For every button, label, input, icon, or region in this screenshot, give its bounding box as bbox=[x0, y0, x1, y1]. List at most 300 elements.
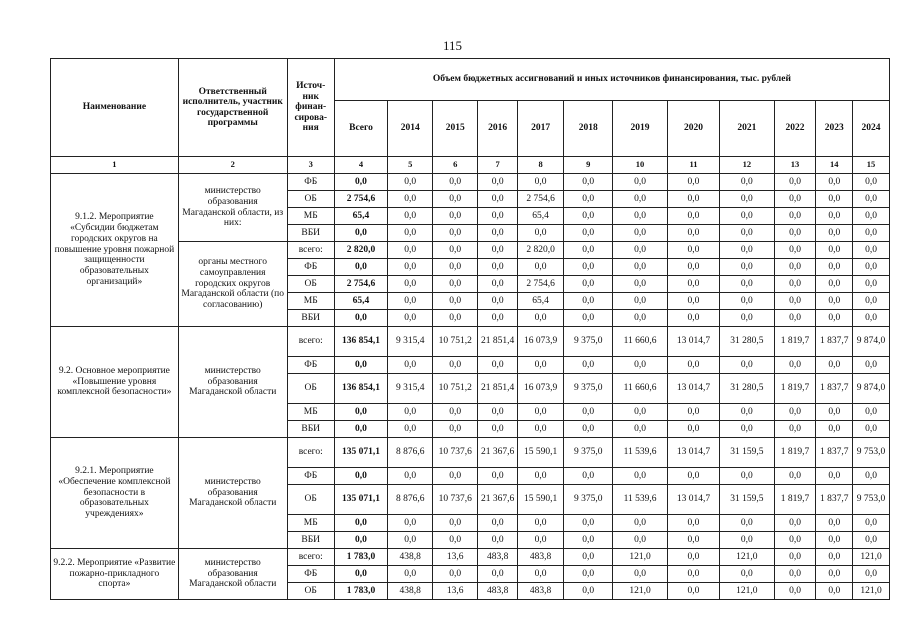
year-value: 0,0 bbox=[564, 310, 613, 327]
year-value: 0,0 bbox=[478, 208, 518, 225]
total-value: 2 754,6 bbox=[334, 191, 387, 208]
table-row bbox=[51, 438, 890, 468]
year-value: 0,0 bbox=[720, 532, 774, 549]
year-value: 11 539,6 bbox=[613, 438, 667, 468]
responsible-executor: министерство образования Магаданской области, из них: bbox=[178, 174, 287, 242]
column-number: 7 bbox=[478, 157, 518, 174]
year-value: 0,0 bbox=[478, 276, 518, 293]
year-value: 0,0 bbox=[720, 310, 774, 327]
year-value: 0,0 bbox=[816, 259, 853, 276]
header-total: Всего bbox=[334, 101, 387, 157]
year-value: 0,0 bbox=[564, 242, 613, 259]
year-value: 0,0 bbox=[720, 566, 774, 583]
year-value: 31 159,5 bbox=[720, 485, 774, 515]
year-value: 0,0 bbox=[564, 583, 613, 600]
year-value: 31 159,5 bbox=[720, 438, 774, 468]
year-value: 483,8 bbox=[518, 549, 564, 566]
year-value: 13,6 bbox=[433, 549, 478, 566]
header-year: 2023 bbox=[816, 101, 853, 157]
responsible-executor: министерство образования Магаданской области bbox=[178, 549, 287, 600]
year-value: 16 073,9 bbox=[518, 374, 564, 404]
year-value: 0,0 bbox=[667, 515, 719, 532]
header-year: 2020 bbox=[667, 101, 719, 157]
measure-name: 9.2.2. Мероприятие «Развитие пожарно-прикладного спорта» bbox=[51, 549, 179, 600]
year-value: 9 375,0 bbox=[564, 327, 613, 357]
year-value: 9 874,0 bbox=[853, 374, 890, 404]
year-value: 0,0 bbox=[518, 404, 564, 421]
year-value: 0,0 bbox=[564, 276, 613, 293]
year-value: 0,0 bbox=[388, 515, 433, 532]
header-responsible: Ответственный исполнитель, участник государственной программы bbox=[178, 59, 287, 157]
year-value: 0,0 bbox=[853, 242, 890, 259]
year-value: 1 837,7 bbox=[816, 327, 853, 357]
funding-source: ФБ bbox=[287, 566, 334, 583]
year-value: 1 819,7 bbox=[774, 438, 816, 468]
year-value: 0,0 bbox=[564, 515, 613, 532]
year-value: 0,0 bbox=[853, 468, 890, 485]
year-value: 0,0 bbox=[613, 174, 667, 191]
year-value: 0,0 bbox=[388, 276, 433, 293]
year-value: 0,0 bbox=[720, 242, 774, 259]
year-value: 0,0 bbox=[774, 259, 816, 276]
table-row bbox=[51, 174, 890, 191]
year-value: 11 539,6 bbox=[613, 485, 667, 515]
year-value: 0,0 bbox=[564, 421, 613, 438]
year-value: 0,0 bbox=[564, 225, 613, 242]
column-number: 14 bbox=[816, 157, 853, 174]
header-name: Наименование bbox=[51, 59, 179, 157]
year-value: 0,0 bbox=[478, 242, 518, 259]
total-value: 0,0 bbox=[334, 468, 387, 485]
year-value: 0,0 bbox=[720, 191, 774, 208]
funding-source: ФБ bbox=[287, 468, 334, 485]
year-value: 0,0 bbox=[518, 310, 564, 327]
year-value: 0,0 bbox=[774, 293, 816, 310]
year-value: 0,0 bbox=[518, 225, 564, 242]
year-value: 0,0 bbox=[667, 532, 719, 549]
year-value: 0,0 bbox=[564, 468, 613, 485]
year-value: 21 367,6 bbox=[478, 438, 518, 468]
year-value: 0,0 bbox=[518, 174, 564, 191]
year-value: 0,0 bbox=[388, 259, 433, 276]
year-value: 0,0 bbox=[478, 225, 518, 242]
column-number: 8 bbox=[518, 157, 564, 174]
year-value: 0,0 bbox=[613, 404, 667, 421]
year-value: 0,0 bbox=[774, 276, 816, 293]
year-value: 0,0 bbox=[388, 421, 433, 438]
year-value: 0,0 bbox=[720, 421, 774, 438]
year-value: 0,0 bbox=[388, 191, 433, 208]
total-value: 1 783,0 bbox=[334, 583, 387, 600]
total-value: 135 071,1 bbox=[334, 485, 387, 515]
funding-source: МБ bbox=[287, 293, 334, 310]
year-value: 2 820,0 bbox=[518, 242, 564, 259]
responsible-executor: органы местного самоуправления городских округов Магаданской области (по согласованию) bbox=[178, 242, 287, 327]
column-number: 12 bbox=[720, 157, 774, 174]
year-value: 0,0 bbox=[774, 174, 816, 191]
year-value: 0,0 bbox=[816, 468, 853, 485]
year-value: 13 014,7 bbox=[667, 374, 719, 404]
year-value: 21 851,4 bbox=[478, 374, 518, 404]
year-value: 0,0 bbox=[853, 259, 890, 276]
year-value: 65,4 bbox=[518, 293, 564, 310]
year-value: 438,8 bbox=[388, 549, 433, 566]
header-volume: Объем бюджетных ассигнований и иных источников финансирования, тыс. рублей bbox=[334, 59, 889, 101]
budget-table bbox=[50, 58, 890, 600]
year-value: 15 590,1 bbox=[518, 438, 564, 468]
year-value: 0,0 bbox=[564, 259, 613, 276]
measure-name: 9.2.1. Мероприятие «Обеспечение комплексной безопасности в образовательных учреждениях» bbox=[51, 438, 179, 549]
year-value: 0,0 bbox=[667, 310, 719, 327]
year-value: 0,0 bbox=[518, 259, 564, 276]
funding-source: всего: bbox=[287, 438, 334, 468]
year-value: 0,0 bbox=[388, 225, 433, 242]
year-value: 0,0 bbox=[478, 515, 518, 532]
year-value: 0,0 bbox=[667, 225, 719, 242]
year-value: 0,0 bbox=[564, 404, 613, 421]
year-value: 0,0 bbox=[433, 404, 478, 421]
year-value: 0,0 bbox=[720, 225, 774, 242]
year-value: 0,0 bbox=[853, 404, 890, 421]
year-value: 0,0 bbox=[774, 310, 816, 327]
year-value: 0,0 bbox=[478, 357, 518, 374]
header-year: 2017 bbox=[518, 101, 564, 157]
total-value: 0,0 bbox=[334, 421, 387, 438]
year-value: 0,0 bbox=[433, 276, 478, 293]
year-value: 65,4 bbox=[518, 208, 564, 225]
year-value: 0,0 bbox=[613, 191, 667, 208]
year-value: 0,0 bbox=[816, 276, 853, 293]
year-value: 0,0 bbox=[613, 310, 667, 327]
header-year: 2021 bbox=[720, 101, 774, 157]
year-value: 0,0 bbox=[388, 242, 433, 259]
year-value: 11 660,6 bbox=[613, 374, 667, 404]
total-value: 2 820,0 bbox=[334, 242, 387, 259]
year-value: 0,0 bbox=[816, 174, 853, 191]
total-value: 0,0 bbox=[334, 532, 387, 549]
year-value: 0,0 bbox=[613, 532, 667, 549]
year-value: 0,0 bbox=[564, 566, 613, 583]
funding-source: всего: bbox=[287, 242, 334, 259]
year-value: 0,0 bbox=[853, 421, 890, 438]
year-value: 0,0 bbox=[518, 468, 564, 485]
column-number: 3 bbox=[287, 157, 334, 174]
responsible-executor: министерство образования Магаданской области bbox=[178, 438, 287, 549]
year-value: 13,6 bbox=[433, 583, 478, 600]
year-value: 0,0 bbox=[564, 191, 613, 208]
year-value: 10 751,2 bbox=[433, 327, 478, 357]
year-value: 0,0 bbox=[774, 404, 816, 421]
year-value: 0,0 bbox=[564, 208, 613, 225]
year-value: 0,0 bbox=[388, 174, 433, 191]
year-value: 0,0 bbox=[774, 421, 816, 438]
year-value: 9 874,0 bbox=[853, 327, 890, 357]
total-value: 0,0 bbox=[334, 259, 387, 276]
year-value: 0,0 bbox=[613, 468, 667, 485]
year-value: 1 819,7 bbox=[774, 327, 816, 357]
year-value: 0,0 bbox=[613, 357, 667, 374]
year-value: 9 375,0 bbox=[564, 438, 613, 468]
year-value: 0,0 bbox=[433, 357, 478, 374]
year-value: 0,0 bbox=[478, 468, 518, 485]
year-value: 0,0 bbox=[388, 404, 433, 421]
year-value: 0,0 bbox=[774, 225, 816, 242]
year-value: 0,0 bbox=[564, 357, 613, 374]
column-number: 2 bbox=[178, 157, 287, 174]
year-value: 11 660,6 bbox=[613, 327, 667, 357]
table-row bbox=[51, 327, 890, 357]
year-value: 0,0 bbox=[478, 566, 518, 583]
year-value: 0,0 bbox=[667, 583, 719, 600]
year-value: 0,0 bbox=[433, 310, 478, 327]
total-value: 0,0 bbox=[334, 357, 387, 374]
year-value: 9 315,4 bbox=[388, 327, 433, 357]
year-value: 0,0 bbox=[518, 421, 564, 438]
year-value: 0,0 bbox=[816, 532, 853, 549]
year-value: 9 753,0 bbox=[853, 485, 890, 515]
year-value: 0,0 bbox=[774, 549, 816, 566]
year-value: 2 754,6 bbox=[518, 191, 564, 208]
year-value: 31 280,5 bbox=[720, 327, 774, 357]
funding-source: МБ bbox=[287, 208, 334, 225]
year-value: 0,0 bbox=[613, 276, 667, 293]
total-value: 0,0 bbox=[334, 225, 387, 242]
year-value: 0,0 bbox=[388, 566, 433, 583]
column-number: 9 bbox=[564, 157, 613, 174]
year-value: 0,0 bbox=[720, 276, 774, 293]
year-value: 483,8 bbox=[518, 583, 564, 600]
year-value: 0,0 bbox=[720, 174, 774, 191]
year-value: 0,0 bbox=[564, 549, 613, 566]
year-value: 9 753,0 bbox=[853, 438, 890, 468]
header-source: Источ-ник финан-сирова-ния bbox=[287, 59, 334, 157]
total-value: 136 854,1 bbox=[334, 327, 387, 357]
year-value: 0,0 bbox=[433, 421, 478, 438]
total-value: 0,0 bbox=[334, 404, 387, 421]
funding-source: ОБ bbox=[287, 485, 334, 515]
responsible-executor: министерство образования Магаданской области bbox=[178, 327, 287, 438]
year-value: 10 737,6 bbox=[433, 485, 478, 515]
year-value: 0,0 bbox=[433, 566, 478, 583]
year-value: 0,0 bbox=[774, 515, 816, 532]
year-value: 0,0 bbox=[816, 583, 853, 600]
total-value: 2 754,6 bbox=[334, 276, 387, 293]
year-value: 0,0 bbox=[816, 310, 853, 327]
year-value: 0,0 bbox=[853, 515, 890, 532]
year-value: 0,0 bbox=[667, 549, 719, 566]
header-year: 2015 bbox=[433, 101, 478, 157]
year-value: 0,0 bbox=[667, 191, 719, 208]
funding-source: ФБ bbox=[287, 259, 334, 276]
year-value: 0,0 bbox=[613, 242, 667, 259]
year-value: 9 375,0 bbox=[564, 374, 613, 404]
year-value: 0,0 bbox=[774, 357, 816, 374]
year-value: 438,8 bbox=[388, 583, 433, 600]
year-value: 0,0 bbox=[774, 468, 816, 485]
year-value: 0,0 bbox=[720, 357, 774, 374]
total-value: 65,4 bbox=[334, 293, 387, 310]
year-value: 0,0 bbox=[613, 208, 667, 225]
year-value: 0,0 bbox=[720, 259, 774, 276]
year-value: 0,0 bbox=[853, 566, 890, 583]
year-value: 0,0 bbox=[774, 208, 816, 225]
year-value: 0,0 bbox=[433, 468, 478, 485]
year-value: 1 837,7 bbox=[816, 374, 853, 404]
year-value: 121,0 bbox=[720, 583, 774, 600]
total-value: 0,0 bbox=[334, 566, 387, 583]
year-value: 0,0 bbox=[667, 293, 719, 310]
year-value: 0,0 bbox=[816, 208, 853, 225]
funding-source: ФБ bbox=[287, 174, 334, 191]
year-value: 0,0 bbox=[564, 293, 613, 310]
year-value: 16 073,9 bbox=[518, 327, 564, 357]
year-value: 0,0 bbox=[853, 532, 890, 549]
column-number: 6 bbox=[433, 157, 478, 174]
year-value: 0,0 bbox=[816, 404, 853, 421]
year-value: 0,0 bbox=[853, 276, 890, 293]
year-value: 0,0 bbox=[816, 242, 853, 259]
year-value: 0,0 bbox=[816, 515, 853, 532]
year-value: 0,0 bbox=[853, 293, 890, 310]
year-value: 0,0 bbox=[853, 191, 890, 208]
year-value: 0,0 bbox=[478, 174, 518, 191]
year-value: 0,0 bbox=[433, 293, 478, 310]
year-value: 0,0 bbox=[667, 421, 719, 438]
year-value: 0,0 bbox=[667, 174, 719, 191]
funding-source: ОБ bbox=[287, 374, 334, 404]
year-value: 121,0 bbox=[613, 583, 667, 600]
year-value: 0,0 bbox=[478, 310, 518, 327]
header-year: 2016 bbox=[478, 101, 518, 157]
year-value: 0,0 bbox=[433, 532, 478, 549]
column-number: 1 bbox=[51, 157, 179, 174]
year-value: 0,0 bbox=[667, 357, 719, 374]
year-value: 0,0 bbox=[816, 225, 853, 242]
funding-source: ВБИ bbox=[287, 532, 334, 549]
year-value: 0,0 bbox=[478, 191, 518, 208]
year-value: 21 851,4 bbox=[478, 327, 518, 357]
year-value: 13 014,7 bbox=[667, 438, 719, 468]
year-value: 0,0 bbox=[667, 468, 719, 485]
year-value: 0,0 bbox=[388, 293, 433, 310]
column-number: 10 bbox=[613, 157, 667, 174]
year-value: 1 819,7 bbox=[774, 485, 816, 515]
header-year: 2014 bbox=[388, 101, 433, 157]
funding-source: МБ bbox=[287, 404, 334, 421]
year-value: 0,0 bbox=[433, 208, 478, 225]
header-year: 2024 bbox=[853, 101, 890, 157]
year-value: 0,0 bbox=[518, 515, 564, 532]
year-value: 2 754,6 bbox=[518, 276, 564, 293]
year-value: 0,0 bbox=[518, 532, 564, 549]
year-value: 0,0 bbox=[720, 468, 774, 485]
year-value: 9 315,4 bbox=[388, 374, 433, 404]
funding-source: ВБИ bbox=[287, 225, 334, 242]
year-value: 21 367,6 bbox=[478, 485, 518, 515]
column-number: 15 bbox=[853, 157, 890, 174]
funding-source: всего: bbox=[287, 549, 334, 566]
year-value: 0,0 bbox=[774, 566, 816, 583]
year-value: 0,0 bbox=[816, 566, 853, 583]
year-value: 0,0 bbox=[774, 532, 816, 549]
year-value: 0,0 bbox=[613, 293, 667, 310]
year-value: 0,0 bbox=[853, 310, 890, 327]
year-value: 1 819,7 bbox=[774, 374, 816, 404]
year-value: 0,0 bbox=[433, 174, 478, 191]
year-value: 0,0 bbox=[518, 357, 564, 374]
year-value: 0,0 bbox=[667, 208, 719, 225]
year-value: 0,0 bbox=[388, 310, 433, 327]
year-value: 10 737,6 bbox=[433, 438, 478, 468]
funding-source: ОБ bbox=[287, 583, 334, 600]
column-number: 4 bbox=[334, 157, 387, 174]
year-value: 0,0 bbox=[613, 566, 667, 583]
year-value: 0,0 bbox=[478, 421, 518, 438]
year-value: 0,0 bbox=[564, 174, 613, 191]
year-value: 121,0 bbox=[613, 549, 667, 566]
year-value: 0,0 bbox=[667, 404, 719, 421]
header-year: 2022 bbox=[774, 101, 816, 157]
year-value: 0,0 bbox=[816, 293, 853, 310]
table-body bbox=[51, 174, 890, 600]
measure-name: 9.1.2. Мероприятие «Субсидии бюджетам городских округов на повышение уровня пожарной защищенности образовательных организаций» bbox=[51, 174, 179, 327]
year-value: 0,0 bbox=[388, 532, 433, 549]
column-number: 11 bbox=[667, 157, 719, 174]
year-value: 0,0 bbox=[720, 404, 774, 421]
year-value: 0,0 bbox=[478, 404, 518, 421]
column-number: 13 bbox=[774, 157, 816, 174]
year-value: 0,0 bbox=[774, 191, 816, 208]
year-value: 0,0 bbox=[518, 566, 564, 583]
funding-source: ОБ bbox=[287, 191, 334, 208]
year-value: 0,0 bbox=[853, 225, 890, 242]
table-row bbox=[51, 549, 890, 566]
total-value: 135 071,1 bbox=[334, 438, 387, 468]
funding-source: ВБИ bbox=[287, 421, 334, 438]
total-value: 0,0 bbox=[334, 515, 387, 532]
year-value: 121,0 bbox=[720, 549, 774, 566]
funding-source: ОБ bbox=[287, 276, 334, 293]
funding-source: МБ bbox=[287, 515, 334, 532]
year-value: 0,0 bbox=[388, 208, 433, 225]
year-value: 0,0 bbox=[816, 421, 853, 438]
total-value: 65,4 bbox=[334, 208, 387, 225]
year-value: 0,0 bbox=[613, 515, 667, 532]
year-value: 483,8 bbox=[478, 583, 518, 600]
year-value: 0,0 bbox=[774, 583, 816, 600]
year-value: 0,0 bbox=[667, 276, 719, 293]
year-value: 0,0 bbox=[667, 566, 719, 583]
funding-source: ФБ bbox=[287, 357, 334, 374]
year-value: 121,0 bbox=[853, 549, 890, 566]
year-value: 10 751,2 bbox=[433, 374, 478, 404]
year-value: 0,0 bbox=[720, 293, 774, 310]
year-value: 0,0 bbox=[478, 293, 518, 310]
year-value: 0,0 bbox=[853, 208, 890, 225]
year-value: 0,0 bbox=[388, 468, 433, 485]
year-value: 0,0 bbox=[667, 242, 719, 259]
column-number: 5 bbox=[388, 157, 433, 174]
year-value: 0,0 bbox=[433, 191, 478, 208]
year-value: 0,0 bbox=[433, 259, 478, 276]
year-value: 9 375,0 bbox=[564, 485, 613, 515]
total-value: 0,0 bbox=[334, 310, 387, 327]
year-value: 0,0 bbox=[388, 357, 433, 374]
year-value: 15 590,1 bbox=[518, 485, 564, 515]
year-value: 0,0 bbox=[853, 174, 890, 191]
year-value: 0,0 bbox=[816, 549, 853, 566]
year-value: 0,0 bbox=[564, 532, 613, 549]
